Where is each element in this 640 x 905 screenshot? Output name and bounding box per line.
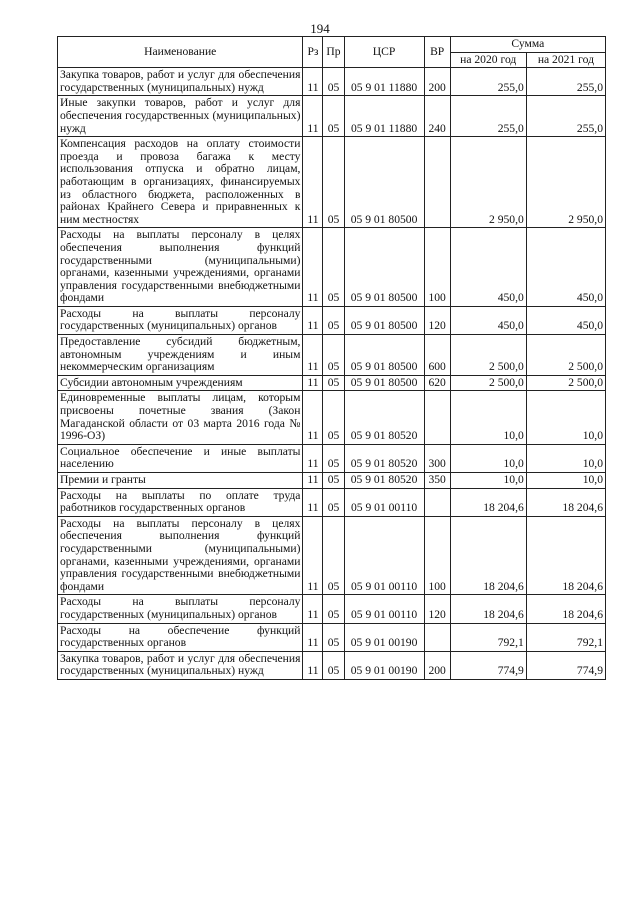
row-csr: 05 9 01 00190 bbox=[344, 651, 424, 679]
row-csr: 05 9 01 80500 bbox=[344, 335, 424, 376]
table-row bbox=[58, 306, 606, 334]
table-row bbox=[58, 228, 606, 307]
row-vr bbox=[424, 137, 450, 228]
page-number: 194 bbox=[310, 21, 330, 36]
row-sum-2020: 255,0 bbox=[450, 68, 526, 96]
header-name: Наименование bbox=[58, 37, 303, 68]
row-vr: 620 bbox=[424, 375, 450, 391]
row-sum-2021: 10,0 bbox=[526, 444, 605, 472]
row-name: Единовременные выплаты лицам, которым присвоены почетные звания (Закон Магаданской области от 03 марта 2016 года № 1996-ОЗ) bbox=[58, 391, 303, 444]
row-sum-2021: 792,1 bbox=[526, 623, 605, 651]
row-pr: 05 bbox=[323, 228, 344, 307]
row-rz: 11 bbox=[303, 306, 323, 334]
row-sum-2021: 10,0 bbox=[526, 473, 605, 489]
row-csr: 05 9 01 00110 bbox=[344, 516, 424, 595]
row-sum-2021: 2 500,0 bbox=[526, 375, 605, 391]
row-pr: 05 bbox=[323, 137, 344, 228]
table-row bbox=[58, 68, 606, 96]
row-name: Социальное обеспечение и иные выплаты населению bbox=[58, 444, 303, 472]
row-name: Предоставление субсидий бюджетным, автономным учреждениям и иным некоммерческим организациям bbox=[58, 335, 303, 376]
row-csr: 05 9 01 00190 bbox=[344, 623, 424, 651]
row-pr: 05 bbox=[323, 595, 344, 623]
row-name: Закупка товаров, работ и услуг для обеспечения государственных (муниципальных) нужд bbox=[58, 651, 303, 679]
row-csr: 05 9 01 00110 bbox=[344, 488, 424, 516]
row-csr: 05 9 01 80500 bbox=[344, 228, 424, 307]
row-sum-2020: 774,9 bbox=[450, 651, 526, 679]
row-name: Расходы на выплаты по оплате труда работников государственных органов bbox=[58, 488, 303, 516]
row-sum-2021: 2 950,0 bbox=[526, 137, 605, 228]
row-rz: 11 bbox=[303, 228, 323, 307]
row-sum-2021: 18 204,6 bbox=[526, 516, 605, 595]
row-vr bbox=[424, 488, 450, 516]
row-name: Расходы на выплаты персоналу государственных (муниципальных) органов bbox=[58, 306, 303, 334]
row-sum-2020: 18 204,6 bbox=[450, 516, 526, 595]
row-name: Расходы на обеспечение функций государственных органов bbox=[58, 623, 303, 651]
row-rz: 11 bbox=[303, 488, 323, 516]
row-sum-2020: 10,0 bbox=[450, 444, 526, 472]
row-csr: 05 9 01 80500 bbox=[344, 137, 424, 228]
row-rz: 11 bbox=[303, 391, 323, 444]
row-name: Закупка товаров, работ и услуг для обеспечения государственных (муниципальных) нужд bbox=[58, 68, 303, 96]
header-year-2020: на 2020 год bbox=[450, 52, 526, 68]
table-row bbox=[58, 488, 606, 516]
row-sum-2020: 2 500,0 bbox=[450, 335, 526, 376]
row-vr: 240 bbox=[424, 96, 450, 137]
row-sum-2020: 10,0 bbox=[450, 473, 526, 489]
row-pr: 05 bbox=[323, 488, 344, 516]
header-vr: ВР bbox=[424, 37, 450, 68]
row-sum-2020: 2 500,0 bbox=[450, 375, 526, 391]
row-rz: 11 bbox=[303, 96, 323, 137]
header-sum: Сумма bbox=[450, 37, 605, 53]
row-rz: 11 bbox=[303, 137, 323, 228]
row-csr: 05 9 01 80500 bbox=[344, 306, 424, 334]
row-csr: 05 9 01 80500 bbox=[344, 375, 424, 391]
table-row bbox=[58, 391, 606, 444]
row-sum-2020: 18 204,6 bbox=[450, 595, 526, 623]
row-csr: 05 9 01 00110 bbox=[344, 595, 424, 623]
row-vr: 300 bbox=[424, 444, 450, 472]
table-row bbox=[58, 651, 606, 679]
row-vr: 120 bbox=[424, 306, 450, 334]
row-pr: 05 bbox=[323, 68, 344, 96]
header-csr: ЦСР bbox=[344, 37, 424, 68]
budget-table bbox=[57, 36, 606, 680]
row-vr: 100 bbox=[424, 228, 450, 307]
row-csr: 05 9 01 80520 bbox=[344, 444, 424, 472]
row-rz: 11 bbox=[303, 595, 323, 623]
row-name: Расходы на выплаты персоналу в целях обеспечения выполнения функций государственными (муниципальными) органами, казенными учреждениями, органами управления государственными внебюджетными фондами bbox=[58, 228, 303, 307]
row-sum-2020: 792,1 bbox=[450, 623, 526, 651]
row-vr bbox=[424, 623, 450, 651]
row-rz: 11 bbox=[303, 516, 323, 595]
row-name: Субсидии автономным учреждениям bbox=[58, 375, 303, 391]
row-sum-2021: 2 500,0 bbox=[526, 335, 605, 376]
row-vr: 350 bbox=[424, 473, 450, 489]
row-pr: 05 bbox=[323, 651, 344, 679]
table-row bbox=[58, 623, 606, 651]
row-rz: 11 bbox=[303, 623, 323, 651]
row-pr: 05 bbox=[323, 516, 344, 595]
row-csr: 05 9 01 80520 bbox=[344, 391, 424, 444]
table-row bbox=[58, 516, 606, 595]
table-row bbox=[58, 375, 606, 391]
row-csr: 05 9 01 11880 bbox=[344, 68, 424, 96]
table-row bbox=[58, 137, 606, 228]
row-pr: 05 bbox=[323, 473, 344, 489]
row-sum-2020: 10,0 bbox=[450, 391, 526, 444]
row-name: Расходы на выплаты персоналу государственных (муниципальных) органов bbox=[58, 595, 303, 623]
row-vr: 600 bbox=[424, 335, 450, 376]
row-sum-2020: 18 204,6 bbox=[450, 488, 526, 516]
row-pr: 05 bbox=[323, 623, 344, 651]
row-sum-2021: 10,0 bbox=[526, 391, 605, 444]
row-pr: 05 bbox=[323, 444, 344, 472]
row-rz: 11 bbox=[303, 335, 323, 376]
table-body bbox=[58, 68, 606, 680]
row-name: Иные закупки товаров, работ и услуг для обеспечения государственных (муниципальных) нужд bbox=[58, 96, 303, 137]
row-csr: 05 9 01 11880 bbox=[344, 96, 424, 137]
row-pr: 05 bbox=[323, 335, 344, 376]
header-rz: Рз bbox=[303, 37, 323, 68]
table-row bbox=[58, 335, 606, 376]
row-sum-2021: 255,0 bbox=[526, 96, 605, 137]
header-pr: Пр bbox=[323, 37, 344, 68]
row-vr: 120 bbox=[424, 595, 450, 623]
row-sum-2020: 255,0 bbox=[450, 96, 526, 137]
row-pr: 05 bbox=[323, 375, 344, 391]
table-row bbox=[58, 444, 606, 472]
table-row bbox=[58, 595, 606, 623]
table-row bbox=[58, 473, 606, 489]
row-sum-2020: 450,0 bbox=[450, 306, 526, 334]
row-name: Премии и гранты bbox=[58, 473, 303, 489]
row-pr: 05 bbox=[323, 391, 344, 444]
row-rz: 11 bbox=[303, 473, 323, 489]
row-vr bbox=[424, 391, 450, 444]
row-rz: 11 bbox=[303, 68, 323, 96]
row-rz: 11 bbox=[303, 651, 323, 679]
table-row bbox=[58, 96, 606, 137]
row-vr: 200 bbox=[424, 68, 450, 96]
row-csr: 05 9 01 80520 bbox=[344, 473, 424, 489]
row-pr: 05 bbox=[323, 306, 344, 334]
row-sum-2021: 450,0 bbox=[526, 228, 605, 307]
row-sum-2021: 18 204,6 bbox=[526, 595, 605, 623]
row-rz: 11 bbox=[303, 375, 323, 391]
row-sum-2020: 450,0 bbox=[450, 228, 526, 307]
header-year-2021: на 2021 год bbox=[526, 52, 605, 68]
row-sum-2020: 2 950,0 bbox=[450, 137, 526, 228]
row-name: Компенсация расходов на оплату стоимости проезда и провоза багажа к месту использования отпуска и обратно лицам, работающим в организациях, финансируемых из областного бюджета, расположенных в районах Крайнего Севера и приравненных к ним местностях bbox=[58, 137, 303, 228]
row-vr: 100 bbox=[424, 516, 450, 595]
row-vr: 200 bbox=[424, 651, 450, 679]
row-sum-2021: 255,0 bbox=[526, 68, 605, 96]
row-name: Расходы на выплаты персоналу в целях обеспечения выполнения функций государственными (муниципальными) органами, казенными учреждениями, органами управления государственными внебюджетными фондами bbox=[58, 516, 303, 595]
table-header bbox=[58, 37, 606, 68]
row-sum-2021: 18 204,6 bbox=[526, 488, 605, 516]
row-pr: 05 bbox=[323, 96, 344, 137]
row-rz: 11 bbox=[303, 444, 323, 472]
row-sum-2021: 450,0 bbox=[526, 306, 605, 334]
row-sum-2021: 774,9 bbox=[526, 651, 605, 679]
